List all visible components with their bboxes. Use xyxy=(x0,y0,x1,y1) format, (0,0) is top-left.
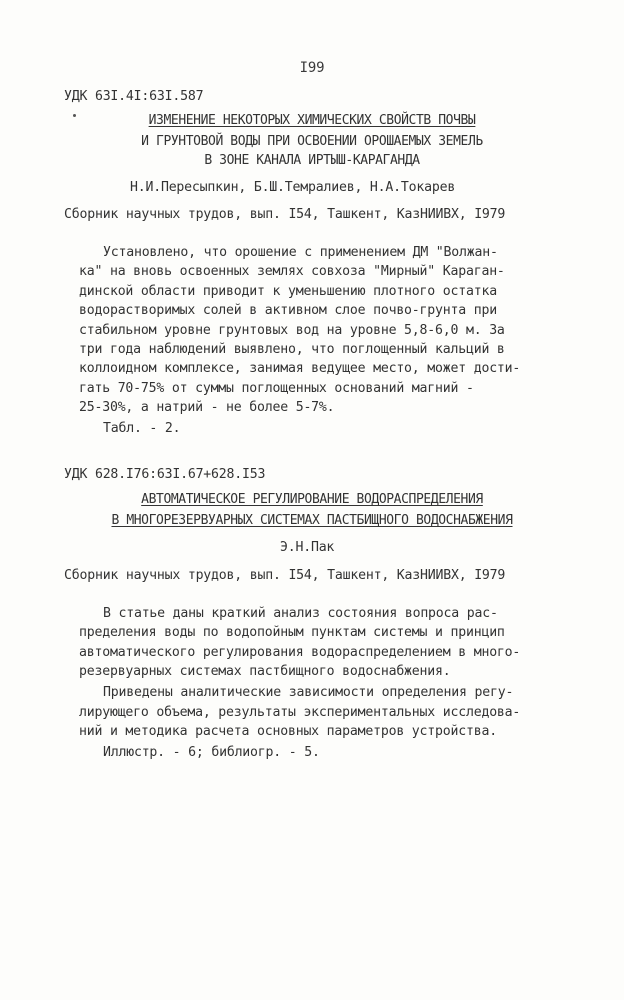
entry1-abstract-line-8: гать 70-75% от суммы поглощенных оснований магний - xyxy=(79,381,474,396)
page-number: I99 xyxy=(299,60,325,76)
entry2-title-line-1: АВТОМАТИЧЕСКОЕ РЕГУЛИРОВАНИЕ ВОДОРАСПРЕДЕЛЕНИЯ xyxy=(141,492,483,507)
entry1-title-line-1: ИЗМЕНЕНИЕ НЕКОТОРЫХ ХИМИЧЕСКИХ СВОЙСТВ ПОЧВЫ xyxy=(148,113,476,128)
entry1-udc: УДК 63I.4I:63I.587 xyxy=(64,89,204,104)
entry1-abstract-line-1: Установлено, что орошение с применением ДМ "Волжан- xyxy=(103,245,498,260)
entry2-abstract-line-3: автоматического регулирования водораспределением в много- xyxy=(79,645,521,660)
entry1-abstract-line-6: три года наблюдений выявлено, что поглощенный кальций в xyxy=(79,342,505,357)
entry1-abstract-line-2: ка" на вновь освоенных землях совхоза "Мирный" Караган- xyxy=(79,264,505,279)
entry1-abstract-line-5: стабильном уровне грунтовых вод на уровне 5,8-6,0 м. За xyxy=(79,323,505,338)
entry1-abstract-line-7: коллоидном комплексе, занимая ведущее место, может дости- xyxy=(79,361,521,376)
entry2-udc: УДК 628.I76:63I.67+628.I53 xyxy=(64,467,266,482)
entry2-authors: Э.Н.Пак xyxy=(280,540,335,555)
entry1-authors: Н.И.Пересыпкин, Б.Ш.Темралиев, Н.А.Токарев xyxy=(130,180,456,195)
entry2-abstract-line-6: лирующего объема, результаты экспериментальных исследова- xyxy=(79,705,521,720)
entry2-title-line-2: В МНОГОРЕЗЕРВУАРНЫХ СИСТЕМАХ ПАСТБИЩНОГО ВОДОСНАБЖЕНИЯ xyxy=(111,513,513,528)
entry1-source: Сборник научных трудов, вып. I54, Ташкент, КазНИИВХ, I979 xyxy=(64,207,506,222)
entry1-note: Табл. - 2. xyxy=(103,421,181,436)
entry2-abstract-line-4: резервуарных системах пастбищного водоснабжения. xyxy=(79,664,451,679)
entry2-abstract-line-1: В статье даны краткий анализ состояния вопроса рас- xyxy=(103,606,498,621)
entry2-abstract-line-2: пределения воды по водопойным пунктам системы и принцип xyxy=(79,625,505,640)
entry1-abstract-line-4: водорастворимых солей в активном слое почво-грунта при xyxy=(79,303,497,318)
entry2-note: Иллюстр. - 6; библиогр. - 5. xyxy=(103,745,320,760)
entry2-source: Сборник научных трудов, вып. I54, Ташкент, КазНИИВХ, I979 xyxy=(64,568,506,583)
entry2-abstract-line-7: ний и методика расчета основных параметров устройства. xyxy=(79,724,497,739)
entry1-abstract-line-9: 25-30%, а натрий - не более 5-7%. xyxy=(79,400,335,415)
entry2-abstract-line-5: Приведены аналитические зависимости определения регу- xyxy=(103,685,514,700)
entry1-abstract-line-3: динской области приводит к уменьшению плотного остатка xyxy=(79,284,497,299)
entry1-title-line-3: В ЗОНЕ КАНАЛА ИРТЫШ-КАРАГАНДА xyxy=(204,153,420,168)
entry1-title-line-2: И ГРУНТОВОЙ ВОДЫ ПРИ ОСВОЕНИИ ОРОШАЕМЫХ ЗЕМЕЛЬ xyxy=(141,134,483,149)
